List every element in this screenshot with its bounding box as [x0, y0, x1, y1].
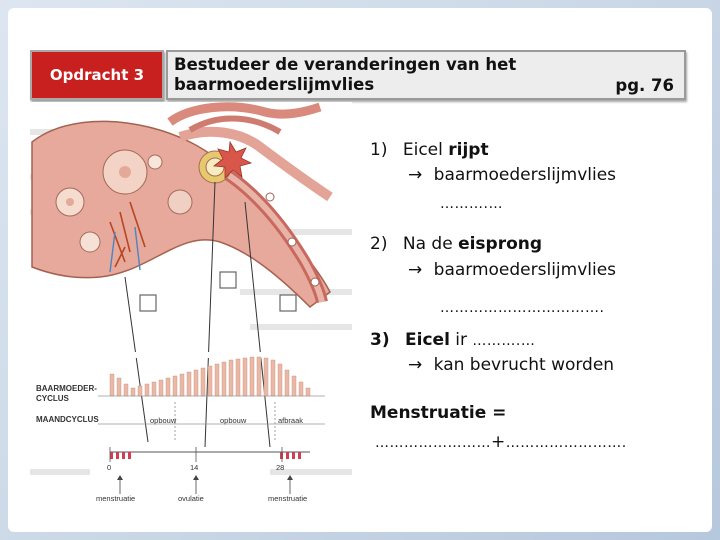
- page-title: Bestudeer de veranderingen van het baarmoederslijmvlies: [174, 55, 517, 94]
- arrow-icon: →: [408, 260, 423, 280]
- header-bar: [166, 50, 686, 100]
- item-3: [370, 330, 535, 350]
- phase-label: opbouw: [150, 416, 177, 425]
- item-text: Na de: [402, 234, 453, 254]
- label-baarmoedercyclus-2: CYCLUS: [36, 394, 69, 403]
- item-text: baarmoederslijmvlies: [433, 165, 617, 185]
- item-text: ir: [455, 330, 468, 350]
- item-1: [370, 140, 489, 160]
- item-keyword: rijpt: [448, 140, 489, 160]
- answer-blank[interactable]: …………………….: [505, 435, 627, 451]
- event-label: ovulatie: [178, 494, 204, 503]
- item-keyword: Eicel: [405, 330, 450, 350]
- day-tick-label: 28: [276, 463, 285, 472]
- summary-title: Menstruatie =: [370, 403, 507, 423]
- item-3-result: [408, 355, 614, 375]
- item-1-result: [408, 165, 616, 185]
- item-text: kan bevrucht worden: [433, 355, 615, 375]
- item-number: 2): [370, 234, 388, 254]
- item-text: baarmoederslijmvlies: [433, 260, 617, 280]
- item-number: 3): [370, 330, 390, 350]
- uterus-illustration: [30, 102, 352, 512]
- phase-label: opbouw: [220, 416, 247, 425]
- summary-blanks: [375, 432, 627, 452]
- label-maandcyclus: MAANDCYCLUS: [36, 415, 99, 424]
- item-number: 1): [370, 140, 388, 160]
- arrow-icon: →: [408, 355, 423, 375]
- answer-blank[interactable]: ……….…: [472, 333, 536, 349]
- page-reference: pg. 76: [615, 76, 674, 95]
- label-baarmoedercyclus: BAARMOEDER-: [36, 384, 97, 393]
- plus-sign: +: [491, 432, 506, 452]
- arrow-icon: →: [408, 165, 423, 185]
- phase-label: afbraak: [278, 416, 304, 425]
- answer-blank[interactable]: ……….…: [440, 196, 503, 212]
- assignment-tag: Opdracht 3: [30, 50, 164, 100]
- event-label: menstruatie: [268, 494, 308, 503]
- item-keyword: eisprong: [458, 234, 543, 254]
- event-label: menstruatie: [96, 494, 136, 503]
- answer-blank[interactable]: ……………………: [375, 435, 491, 451]
- item-text: Eicel: [402, 140, 443, 160]
- item-2: [370, 234, 542, 254]
- item-2-result: [408, 260, 616, 280]
- answer-blank[interactable]: …………………………….: [440, 300, 605, 316]
- uterus-cycle-figure: [30, 102, 352, 512]
- day-tick-label: 0: [107, 463, 112, 472]
- day-tick-label: 14: [190, 463, 199, 472]
